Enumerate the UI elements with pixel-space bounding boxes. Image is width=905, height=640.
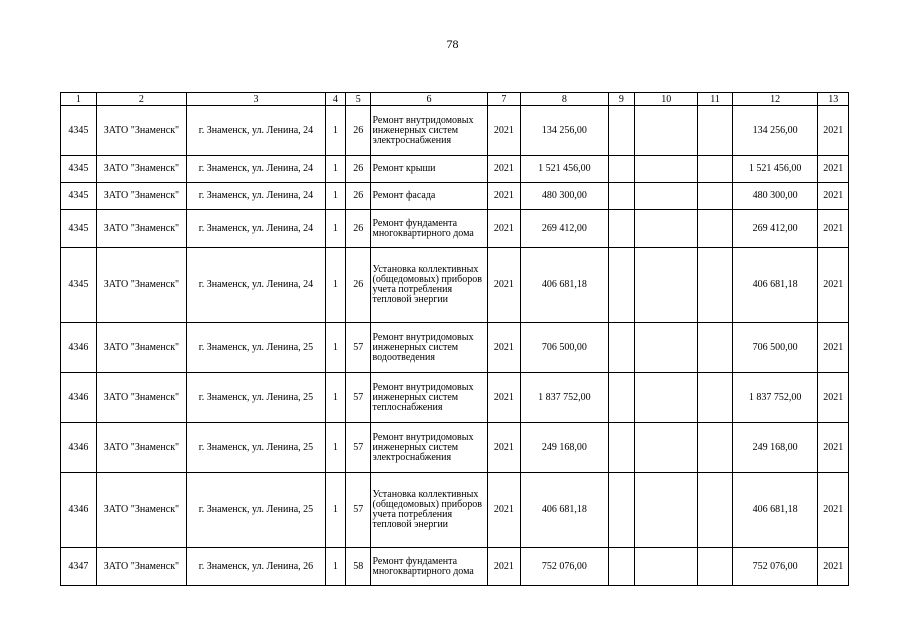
year-cell: 2021 xyxy=(487,548,521,586)
column-5-cell: 57 xyxy=(346,373,371,423)
column-9-cell xyxy=(608,106,634,156)
column-12-cell: 406 681,18 xyxy=(732,473,818,548)
address-cell: г. Знаменск, ул. Ленина, 26 xyxy=(187,548,325,586)
column-header: 2 xyxy=(96,93,187,106)
table-row xyxy=(61,323,849,373)
table-row xyxy=(61,473,849,548)
municipality-cell: ЗАТО "Знаменск" xyxy=(96,183,187,210)
table-row xyxy=(61,183,849,210)
column-13-cell: 2021 xyxy=(818,373,849,423)
cost-cell: 480 300,00 xyxy=(521,183,609,210)
page-number: 78 xyxy=(446,37,459,51)
column-5-cell: 26 xyxy=(346,183,371,210)
address-cell: г. Знаменск, ул. Ленина, 24 xyxy=(187,248,325,323)
column-header: 12 xyxy=(732,93,818,106)
cost-cell: 752 076,00 xyxy=(521,548,609,586)
address-cell: г. Знаменск, ул. Ленина, 24 xyxy=(187,210,325,248)
row-id-cell: 4346 xyxy=(61,423,97,473)
work-type-cell: Ремонт фасада xyxy=(371,183,487,210)
column-9-cell xyxy=(608,373,634,423)
work-type-cell: Ремонт внутридомовых инженерных систем водоотведения xyxy=(371,323,487,373)
column-10-cell xyxy=(635,210,698,248)
column-5-cell: 26 xyxy=(346,248,371,323)
column-9-cell xyxy=(608,156,634,183)
column-13-cell: 2021 xyxy=(818,106,849,156)
address-cell: г. Знаменск, ул. Ленина, 24 xyxy=(187,156,325,183)
column-12-cell: 134 256,00 xyxy=(732,106,818,156)
column-10-cell xyxy=(635,373,698,423)
column-10-cell xyxy=(635,323,698,373)
table-row xyxy=(61,423,849,473)
column-5-cell: 57 xyxy=(346,323,371,373)
address-cell: г. Знаменск, ул. Ленина, 24 xyxy=(187,183,325,210)
column-13-cell: 2021 xyxy=(818,473,849,548)
column-11-cell xyxy=(698,323,733,373)
column-11-cell xyxy=(698,106,733,156)
column-11-cell xyxy=(698,156,733,183)
cost-cell: 134 256,00 xyxy=(521,106,609,156)
municipality-cell: ЗАТО "Знаменск" xyxy=(96,323,187,373)
municipality-cell: ЗАТО "Знаменск" xyxy=(96,248,187,323)
cost-cell: 1 837 752,00 xyxy=(521,373,609,423)
work-type-cell: Ремонт крыши xyxy=(371,156,487,183)
year-cell: 2021 xyxy=(487,183,521,210)
municipality-cell: ЗАТО "Знаменск" xyxy=(96,423,187,473)
column-5-cell: 57 xyxy=(346,423,371,473)
column-13-cell: 2021 xyxy=(818,248,849,323)
column-4-cell: 1 xyxy=(325,248,345,323)
column-number-header-row xyxy=(61,93,849,106)
row-id-cell: 4347 xyxy=(61,548,97,586)
column-12-cell: 706 500,00 xyxy=(732,323,818,373)
column-4-cell: 1 xyxy=(325,473,345,548)
column-header: 1 xyxy=(61,93,97,106)
column-12-cell: 480 300,00 xyxy=(732,183,818,210)
column-header: 8 xyxy=(521,93,609,106)
column-13-cell: 2021 xyxy=(818,183,849,210)
column-10-cell xyxy=(635,423,698,473)
address-cell: г. Знаменск, ул. Ленина, 25 xyxy=(187,373,325,423)
column-12-cell: 752 076,00 xyxy=(732,548,818,586)
column-4-cell: 1 xyxy=(325,183,345,210)
address-cell: г. Знаменск, ул. Ленина, 25 xyxy=(187,323,325,373)
column-11-cell xyxy=(698,183,733,210)
row-id-cell: 4345 xyxy=(61,210,97,248)
column-4-cell: 1 xyxy=(325,323,345,373)
table-row xyxy=(61,210,849,248)
year-cell: 2021 xyxy=(487,373,521,423)
column-header: 7 xyxy=(487,93,521,106)
column-12-cell: 249 168,00 xyxy=(732,423,818,473)
column-4-cell: 1 xyxy=(325,548,345,586)
column-header: 6 xyxy=(371,93,487,106)
column-header: 3 xyxy=(187,93,325,106)
column-10-cell xyxy=(635,183,698,210)
cost-cell: 1 521 456,00 xyxy=(521,156,609,183)
row-id-cell: 4346 xyxy=(61,473,97,548)
cost-cell: 406 681,18 xyxy=(521,248,609,323)
municipality-cell: ЗАТО "Знаменск" xyxy=(96,473,187,548)
column-header: 10 xyxy=(635,93,698,106)
table-row xyxy=(61,248,849,323)
column-12-cell: 269 412,00 xyxy=(732,210,818,248)
column-4-cell: 1 xyxy=(325,423,345,473)
column-header: 9 xyxy=(608,93,634,106)
column-4-cell: 1 xyxy=(325,156,345,183)
column-10-cell xyxy=(635,548,698,586)
column-10-cell xyxy=(635,248,698,323)
year-cell: 2021 xyxy=(487,473,521,548)
column-13-cell: 2021 xyxy=(818,156,849,183)
column-5-cell: 57 xyxy=(346,473,371,548)
row-id-cell: 4346 xyxy=(61,323,97,373)
column-5-cell: 26 xyxy=(346,156,371,183)
column-header: 13 xyxy=(818,93,849,106)
municipality-cell: ЗАТО "Знаменск" xyxy=(96,156,187,183)
municipality-cell: ЗАТО "Знаменск" xyxy=(96,106,187,156)
column-13-cell: 2021 xyxy=(818,210,849,248)
column-5-cell: 26 xyxy=(346,210,371,248)
row-id-cell: 4345 xyxy=(61,183,97,210)
municipality-cell: ЗАТО "Знаменск" xyxy=(96,210,187,248)
column-9-cell xyxy=(608,248,634,323)
row-id-cell: 4345 xyxy=(61,156,97,183)
work-type-cell: Ремонт внутридомовых инженерных систем электроснабжения xyxy=(371,423,487,473)
column-11-cell xyxy=(698,423,733,473)
work-type-cell: Ремонт фундамента многоквартирного дома xyxy=(371,210,487,248)
address-cell: г. Знаменск, ул. Ленина, 25 xyxy=(187,423,325,473)
register-table xyxy=(60,92,849,586)
column-10-cell xyxy=(635,106,698,156)
column-header: 11 xyxy=(698,93,733,106)
municipality-cell: ЗАТО "Знаменск" xyxy=(96,548,187,586)
column-13-cell: 2021 xyxy=(818,548,849,586)
cost-cell: 269 412,00 xyxy=(521,210,609,248)
column-11-cell xyxy=(698,548,733,586)
work-type-cell: Ремонт фундамента многоквартирного дома xyxy=(371,548,487,586)
cost-cell: 706 500,00 xyxy=(521,323,609,373)
municipality-cell: ЗАТО "Знаменск" xyxy=(96,373,187,423)
work-type-cell: Установка коллективных (общедомовых) приборов учета потребления тепловой энергии xyxy=(371,248,487,323)
column-11-cell xyxy=(698,373,733,423)
column-9-cell xyxy=(608,210,634,248)
column-12-cell: 1 837 752,00 xyxy=(732,373,818,423)
year-cell: 2021 xyxy=(487,248,521,323)
column-header: 5 xyxy=(346,93,371,106)
year-cell: 2021 xyxy=(487,423,521,473)
row-id-cell: 4345 xyxy=(61,248,97,323)
column-9-cell xyxy=(608,473,634,548)
column-9-cell xyxy=(608,548,634,586)
year-cell: 2021 xyxy=(487,323,521,373)
cost-cell: 249 168,00 xyxy=(521,423,609,473)
address-cell: г. Знаменск, ул. Ленина, 24 xyxy=(187,106,325,156)
column-5-cell: 26 xyxy=(346,106,371,156)
work-type-cell: Ремонт внутридомовых инженерных систем теплоснабжения xyxy=(371,373,487,423)
column-9-cell xyxy=(608,323,634,373)
work-type-cell: Ремонт внутридомовых инженерных систем электроснабжения xyxy=(371,106,487,156)
column-13-cell: 2021 xyxy=(818,323,849,373)
column-10-cell xyxy=(635,473,698,548)
column-header: 4 xyxy=(325,93,345,106)
column-11-cell xyxy=(698,210,733,248)
column-11-cell xyxy=(698,248,733,323)
column-12-cell: 1 521 456,00 xyxy=(732,156,818,183)
column-10-cell xyxy=(635,156,698,183)
column-4-cell: 1 xyxy=(325,106,345,156)
row-id-cell: 4345 xyxy=(61,106,97,156)
column-11-cell xyxy=(698,473,733,548)
table-row xyxy=(61,106,849,156)
column-9-cell xyxy=(608,183,634,210)
row-id-cell: 4346 xyxy=(61,373,97,423)
column-4-cell: 1 xyxy=(325,210,345,248)
table-row xyxy=(61,548,849,586)
table-row xyxy=(61,156,849,183)
column-5-cell: 58 xyxy=(346,548,371,586)
table-row xyxy=(61,373,849,423)
address-cell: г. Знаменск, ул. Ленина, 25 xyxy=(187,473,325,548)
column-12-cell: 406 681,18 xyxy=(732,248,818,323)
year-cell: 2021 xyxy=(487,156,521,183)
year-cell: 2021 xyxy=(487,106,521,156)
year-cell: 2021 xyxy=(487,210,521,248)
cost-cell: 406 681,18 xyxy=(521,473,609,548)
column-13-cell: 2021 xyxy=(818,423,849,473)
work-type-cell: Установка коллективных (общедомовых) приборов учета потребления тепловой энергии xyxy=(371,473,487,548)
column-4-cell: 1 xyxy=(325,373,345,423)
column-9-cell xyxy=(608,423,634,473)
